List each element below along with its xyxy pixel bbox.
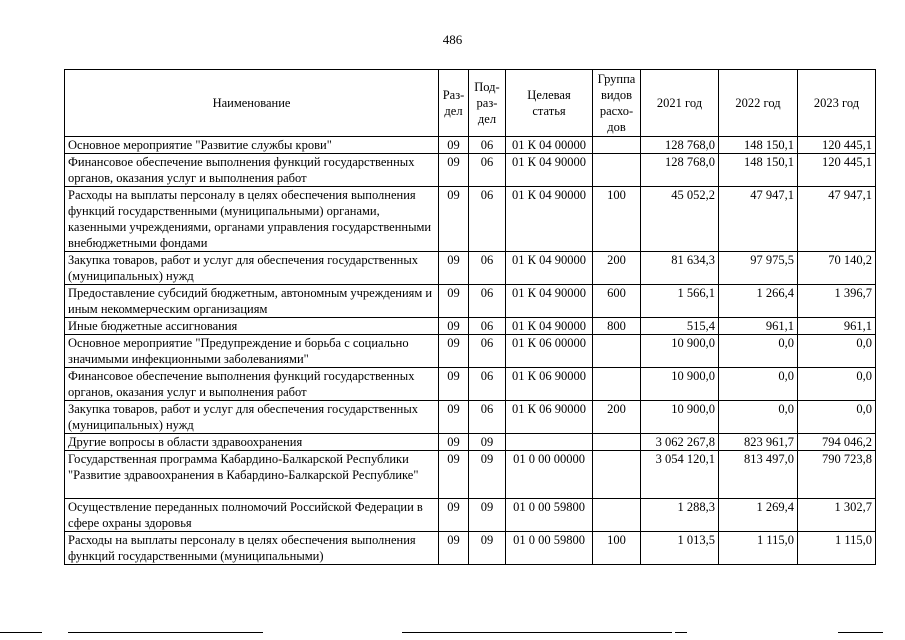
cell-y2021: 128 768,0: [641, 154, 719, 187]
cell-vr: 200: [593, 401, 641, 434]
cell-cs: 01 0 00 00000: [506, 451, 593, 499]
cell-y2021: 3 054 120,1: [641, 451, 719, 499]
table-row: [65, 154, 876, 187]
header-2022: 2022 год: [719, 70, 798, 137]
cell-name: Закупка товаров, работ и услуг для обеспечения государственных (муниципальных) нужд: [65, 252, 439, 285]
cell-y2021: 10 900,0: [641, 368, 719, 401]
cell-vr: 600: [593, 285, 641, 318]
cell-y2022: 97 975,5: [719, 252, 798, 285]
cell-y2023: 120 445,1: [798, 137, 876, 154]
cell-y2023: 794 046,2: [798, 434, 876, 451]
footer-rule: [838, 632, 883, 633]
cell-y2023: 0,0: [798, 368, 876, 401]
cell-rz: 09: [439, 401, 469, 434]
cell-vr: 200: [593, 252, 641, 285]
budget-table: [64, 69, 876, 565]
cell-y2021: 10 900,0: [641, 401, 719, 434]
cell-pr: 06: [469, 285, 506, 318]
cell-cs: 01 К 06 00000: [506, 335, 593, 368]
cell-pr: 06: [469, 318, 506, 335]
cell-vr: [593, 499, 641, 532]
cell-rz: 09: [439, 368, 469, 401]
cell-y2021: 1 566,1: [641, 285, 719, 318]
cell-y2023: 47 947,1: [798, 187, 876, 252]
cell-cs: 01 0 00 59800: [506, 499, 593, 532]
cell-cs: 01 К 04 90000: [506, 285, 593, 318]
cell-cs: 01 К 06 90000: [506, 368, 593, 401]
cell-pr: 06: [469, 154, 506, 187]
table-row: [65, 252, 876, 285]
cell-y2021: 128 768,0: [641, 137, 719, 154]
header-name: Наименование: [65, 70, 439, 137]
cell-y2022: 813 497,0: [719, 451, 798, 499]
cell-rz: 09: [439, 285, 469, 318]
cell-name: Основное мероприятие "Развитие службы крови": [65, 137, 439, 154]
cell-pr: 09: [469, 532, 506, 565]
cell-vr: 800: [593, 318, 641, 335]
cell-y2023: 961,1: [798, 318, 876, 335]
cell-y2021: 1 013,5: [641, 532, 719, 565]
cell-y2021: 10 900,0: [641, 335, 719, 368]
cell-rz: 09: [439, 318, 469, 335]
cell-cs: 01 К 04 90000: [506, 318, 593, 335]
cell-name: Закупка товаров, работ и услуг для обеспечения государственных (муниципальных) нужд: [65, 401, 439, 434]
table-row: [65, 451, 876, 499]
cell-y2022: 1 115,0: [719, 532, 798, 565]
cell-name: Осуществление переданных полномочий Российской Федерации в сфере охраны здоровья: [65, 499, 439, 532]
table-row: [65, 187, 876, 252]
cell-rz: 09: [439, 187, 469, 252]
header-razdel: Раз- дел: [439, 70, 469, 137]
cell-vr: [593, 137, 641, 154]
cell-y2022: 961,1: [719, 318, 798, 335]
cell-pr: 09: [469, 499, 506, 532]
cell-cs: 01 0 00 59800: [506, 532, 593, 565]
footer-rule: [68, 632, 263, 633]
cell-y2022: 0,0: [719, 335, 798, 368]
cell-y2023: 120 445,1: [798, 154, 876, 187]
cell-y2022: 1 269,4: [719, 499, 798, 532]
cell-cs: 01 К 04 90000: [506, 187, 593, 252]
cell-name: Государственная программа Кабардино-Балкарской Республики "Развитие здравоохранения в Кабардино-Балкарской Республике": [65, 451, 439, 499]
header-group: Группа видов расхо- дов: [593, 70, 641, 137]
cell-rz: 09: [439, 154, 469, 187]
table-row: [65, 532, 876, 565]
cell-y2022: 148 150,1: [719, 137, 798, 154]
header-podrazdel: Под- раз- дел: [469, 70, 506, 137]
cell-y2023: 790 723,8: [798, 451, 876, 499]
cell-cs: 01 К 04 90000: [506, 154, 593, 187]
cell-pr: 06: [469, 252, 506, 285]
cell-name: Основное мероприятие "Предупреждение и борьба с социально значимыми инфекционными заболеваниями": [65, 335, 439, 368]
cell-y2023: 0,0: [798, 401, 876, 434]
table-row: [65, 137, 876, 154]
cell-name: Предоставление субсидий бюджетным, автономным учреждениям и иным некоммерческим организациям: [65, 285, 439, 318]
cell-y2023: 70 140,2: [798, 252, 876, 285]
cell-y2021: 515,4: [641, 318, 719, 335]
cell-name: Другие вопросы в области здравоохранения: [65, 434, 439, 451]
cell-cs: 01 К 06 90000: [506, 401, 593, 434]
cell-y2021: 3 062 267,8: [641, 434, 719, 451]
cell-rz: 09: [439, 137, 469, 154]
cell-name: Финансовое обеспечение выполнения функций государственных органов, оказания услуг и выполнения работ: [65, 154, 439, 187]
cell-vr: [593, 154, 641, 187]
cell-cs: 01 К 04 90000: [506, 252, 593, 285]
cell-name: Иные бюджетные ассигнования: [65, 318, 439, 335]
page-number: 486: [442, 32, 463, 47]
cell-y2023: 1 396,7: [798, 285, 876, 318]
cell-pr: 06: [469, 335, 506, 368]
table-row: [65, 401, 876, 434]
footer-rule: [675, 632, 687, 633]
cell-y2023: 0,0: [798, 335, 876, 368]
cell-name: Финансовое обеспечение выполнения функций государственных органов, оказания услуг и выполнения работ: [65, 368, 439, 401]
cell-rz: 09: [439, 532, 469, 565]
cell-pr: 09: [469, 434, 506, 451]
cell-y2022: 47 947,1: [719, 187, 798, 252]
cell-vr: [593, 451, 641, 499]
cell-rz: 09: [439, 252, 469, 285]
table-row: [65, 499, 876, 532]
cell-y2021: 81 634,3: [641, 252, 719, 285]
cell-y2022: 0,0: [719, 368, 798, 401]
header-target: Целевая статья: [506, 70, 593, 137]
cell-y2022: 823 961,7: [719, 434, 798, 451]
table-row: [65, 318, 876, 335]
cell-rz: 09: [439, 335, 469, 368]
cell-y2021: 45 052,2: [641, 187, 719, 252]
cell-y2022: 0,0: [719, 401, 798, 434]
cell-y2022: 1 266,4: [719, 285, 798, 318]
cell-rz: 09: [439, 499, 469, 532]
cell-name: Расходы на выплаты персоналу в целях обеспечения выполнения функций государственными (муниципальными) органами, казенными учреждениями, органами управления государственными внебюджетными фондами: [65, 187, 439, 252]
cell-vr: [593, 434, 641, 451]
cell-vr: 100: [593, 532, 641, 565]
cell-rz: 09: [439, 451, 469, 499]
cell-y2023: 1 115,0: [798, 532, 876, 565]
table-row: [65, 285, 876, 318]
cell-vr: [593, 335, 641, 368]
cell-pr: 06: [469, 137, 506, 154]
cell-y2021: 1 288,3: [641, 499, 719, 532]
cell-vr: [593, 368, 641, 401]
header-2021: 2021 год: [641, 70, 719, 137]
table-header-row: [65, 70, 876, 137]
cell-cs: 01 К 04 00000: [506, 137, 593, 154]
table-row: [65, 368, 876, 401]
cell-pr: 06: [469, 401, 506, 434]
footer-rule: [0, 632, 42, 633]
header-2023: 2023 год: [798, 70, 876, 137]
footer-rule: [402, 632, 672, 633]
table-row: [65, 434, 876, 451]
cell-vr: 100: [593, 187, 641, 252]
cell-name: Расходы на выплаты персоналу в целях обеспечения выполнения функций государственными (муниципальными): [65, 532, 439, 565]
cell-pr: 06: [469, 187, 506, 252]
table-row: [65, 335, 876, 368]
cell-pr: 09: [469, 451, 506, 499]
cell-y2023: 1 302,7: [798, 499, 876, 532]
cell-rz: 09: [439, 434, 469, 451]
cell-cs: [506, 434, 593, 451]
cell-y2022: 148 150,1: [719, 154, 798, 187]
cell-pr: 06: [469, 368, 506, 401]
